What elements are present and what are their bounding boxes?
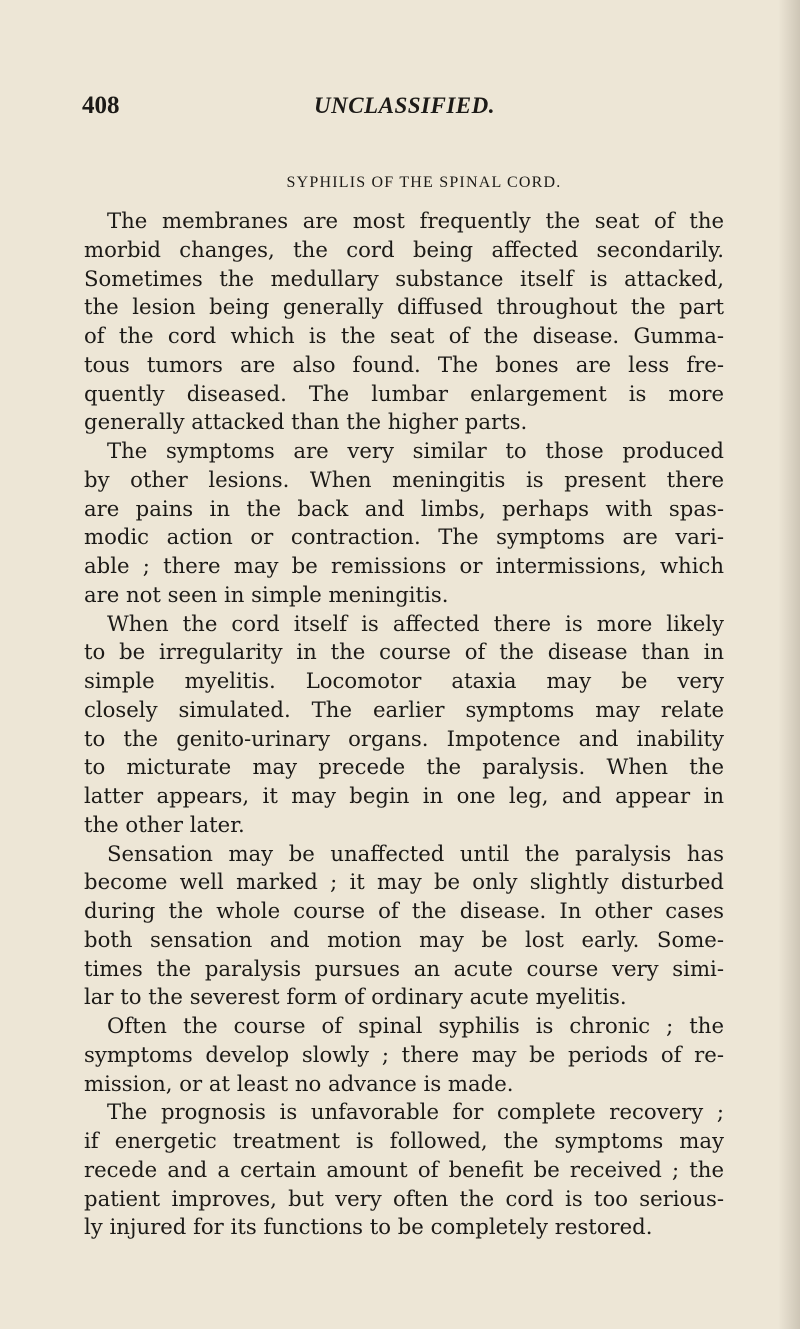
text-line: morbid changes, the cord being affected secondarily. [84, 236, 724, 262]
running-head: UNCLASSIFIED. [314, 93, 495, 118]
text-line: modic action or contraction. The symptoms are vari- [84, 524, 724, 550]
text-line: tous tumors are also found. The bones are less fre- [84, 351, 724, 377]
text-line: the lesion being generally diffused throughout the part [84, 294, 724, 320]
section-title: SYPHILIS OF THE SPINAL CORD. [286, 174, 562, 191]
text-line: to micturate may precede the paralysis. When the [84, 754, 724, 780]
text-line: lar to the severest form of ordinary acute myelitis. [84, 984, 627, 1010]
text-line: Often the course of spinal syphilis is chronic ; the [107, 1013, 724, 1038]
body-text [84, 207, 724, 1242]
text-line: of the cord which is the seat of the disease. Gumma- [84, 323, 724, 348]
text-line: Sensation may be unaffected until the paralysis has [107, 840, 724, 866]
text-line: able ; there may be remissions or intermissions, which [84, 553, 724, 578]
text-line: are pains in the back and limbs, perhaps with spas- [84, 495, 724, 521]
text-line: are not seen in simple meningitis. [84, 581, 449, 607]
paragraph [84, 610, 724, 840]
text-line: times the paralysis pursues an acute course very simi- [84, 955, 724, 981]
text-line: by other lesions. When meningitis is present there [84, 466, 724, 492]
text-line: quently diseased. The lumbar enlargement is more [84, 380, 724, 406]
text-line: generally attacked than the higher parts. [84, 409, 528, 435]
paragraph [84, 437, 724, 610]
page-header [82, 92, 722, 128]
text-line: both sensation and motion may be lost early. Some- [84, 926, 724, 952]
text-line: the other later. [84, 811, 245, 837]
text-line: to the genito-urinary organs. Impotence and inability [84, 725, 724, 751]
text-line: The symptoms are very similar to those produced [107, 438, 724, 463]
text-line: if energetic treatment is followed, the symptoms may [84, 1128, 724, 1153]
text-line: become well marked ; it may be only slightly disturbed [84, 869, 724, 895]
text-line: closely simulated. The earlier symptoms may relate [84, 696, 724, 722]
text-line: simple myelitis. Locomotor ataxia may be very [84, 668, 724, 693]
page-number: 408 [82, 92, 120, 119]
text-line: The membranes are most frequently the seat of the [107, 208, 724, 233]
text-line: recede and a certain amount of benefit be received ; the [84, 1156, 724, 1182]
paragraph [84, 207, 724, 437]
page-edge-shadow [778, 0, 800, 1329]
text-line: The prognosis is unfavorable for complete recovery ; [107, 1099, 724, 1125]
text-line: When the cord itself is affected there is more likely [107, 610, 724, 636]
text-line: mission, or at least no advance is made. [84, 1070, 514, 1096]
text-line: Sometimes the medullary substance itself is attacked, [84, 265, 724, 291]
paragraph [84, 1098, 724, 1242]
text-line: patient improves, but very often the cord is too serious- [84, 1185, 724, 1211]
paragraph [84, 1012, 724, 1098]
text-line: latter appears, it may begin in one leg, and appear in [84, 783, 724, 808]
text-line: during the whole course of the disease. In other cases [84, 898, 724, 923]
text-line: symptoms develop slowly ; there may be periods of re- [84, 1041, 724, 1067]
paragraph [84, 840, 724, 1013]
text-line: to be irregularity in the course of the disease than in [84, 639, 724, 665]
text-line: ly injured for its functions to be completely restored. [84, 1214, 653, 1240]
